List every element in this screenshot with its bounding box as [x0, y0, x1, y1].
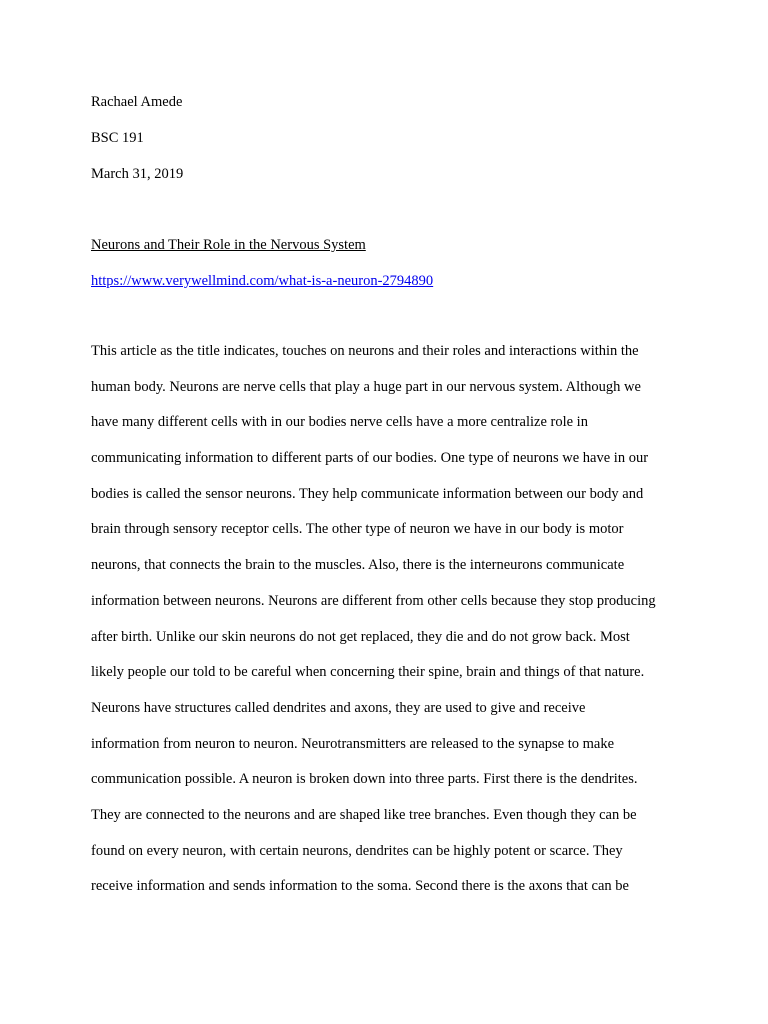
body-line: communication possible. A neuron is broken down into three parts. First there is the dendrites. — [91, 771, 638, 788]
body-line: have many different cells with in our bodies nerve cells have a more centralize role in — [91, 414, 588, 431]
body-line: They are connected to the neurons and are shaped like tree branches. Even though they can be — [91, 806, 637, 823]
body-line: likely people our told to be careful when concerning their spine, brain and things of that nature. — [91, 664, 645, 681]
author-name: Rachael Amede — [91, 94, 183, 110]
body-line: communicating information to different parts of our bodies. One type of neurons we have in our — [91, 450, 649, 467]
body-line: human body. Neurons are nerve cells that play a huge part in our nervous system. Although we — [91, 378, 641, 395]
body-line: neurons, that connects the brain to the muscles. Also, there is the interneurons communicate — [91, 557, 625, 574]
article-source-link[interactable]: https://www.verywellmind.com/what-is-a-neuron-2794890 — [91, 273, 434, 289]
body-line: brain through sensory receptor cells. The other type of neuron we have in our body is motor — [91, 521, 624, 538]
body-line: after birth. Unlike our skin neurons do not get replaced, they die and do not grow back. Most — [91, 628, 630, 645]
document-date: March 31, 2019 — [91, 166, 184, 182]
body-line: information from neuron to neuron. Neurotransmitters are released to the synapse to make — [91, 735, 615, 752]
body-line: receive information and sends information to the soma. Second there is the axons that can be — [91, 878, 629, 895]
body-line: bodies is called the sensor neurons. They help communicate information between our body and — [91, 485, 644, 502]
body-line: Neurons have structures called dendrites and axons, they are used to give and receive — [91, 699, 586, 716]
body-line: This article as the title indicates, touches on neurons and their roles and interactions within the — [91, 343, 639, 359]
body-paragraph — [91, 342, 691, 913]
article-title: Neurons and Their Role in the Nervous System — [91, 237, 366, 253]
body-line: found on every neuron, with certain neurons, dendrites can be highly potent or scarce. They — [91, 842, 623, 859]
body-line: information between neurons. Neurons are different from other cells because they stop producing — [91, 592, 656, 609]
course-code: BSC 191 — [91, 130, 144, 146]
